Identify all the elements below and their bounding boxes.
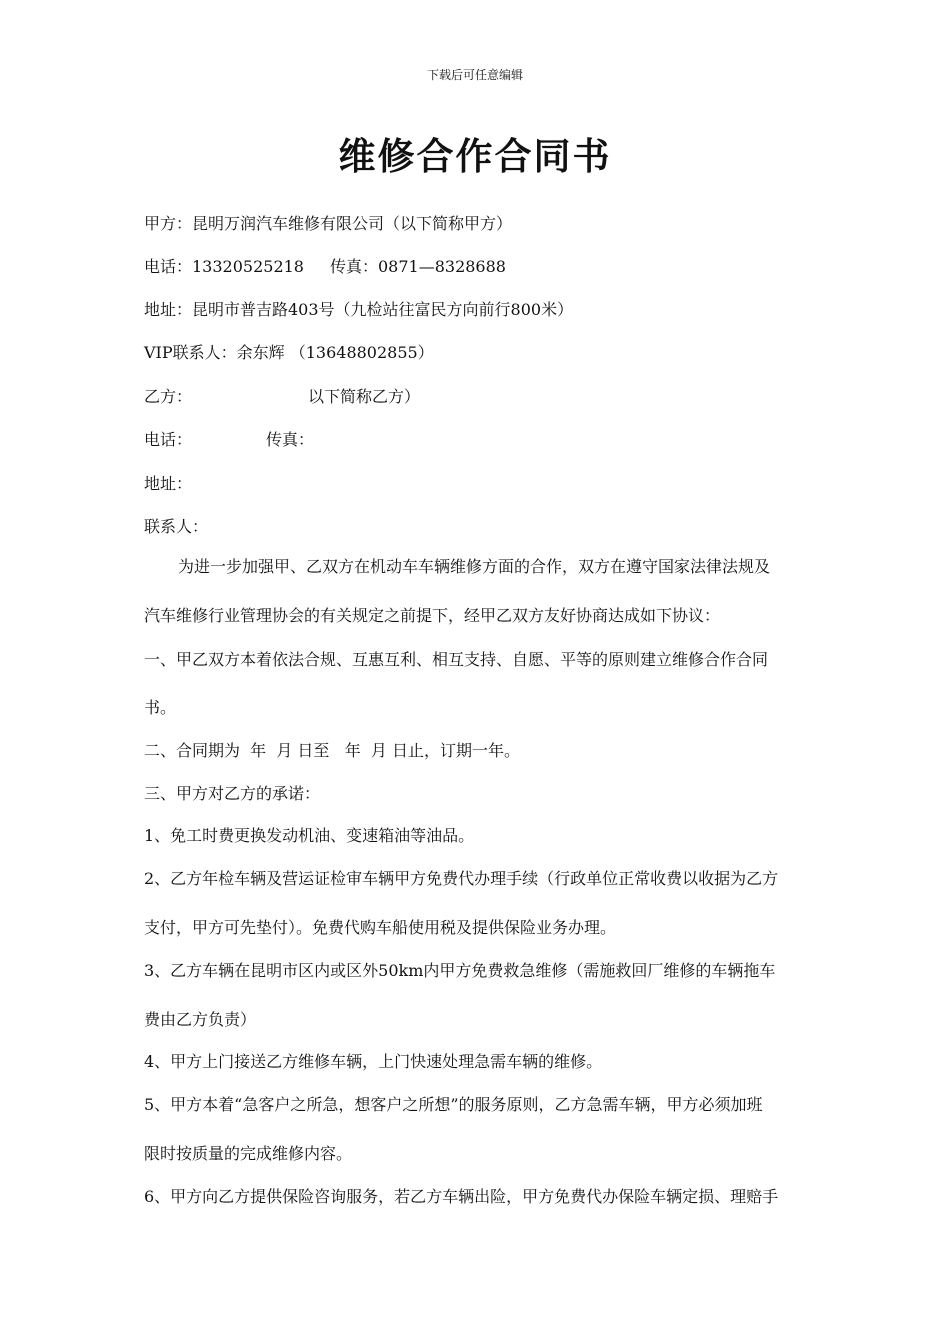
party-b-phone: 电话： — [144, 430, 193, 449]
header-note: 下载后可任意编辑 — [426, 68, 523, 82]
document-title: 维修合作合同书 — [338, 134, 612, 178]
party-a-fax: 传真：0871—8328688 — [329, 257, 506, 276]
body-line: 汽车维修行业管理协会的有关规定之前提下，经甲乙双方友好协商达成如下协议： — [144, 606, 721, 625]
party-a-address: 地址：昆明市普吉路403号（九检站往富民方向前行800米） — [144, 300, 574, 319]
party-b-suffix: 以下简称乙方） — [308, 387, 421, 406]
body-line: 2、乙方年检车辆及营运证检审车辆甲方免费代办理手续（行政单位正常收费以收据为乙方 — [144, 869, 779, 888]
body-line: 3、乙方车辆在昆明市区内或区外50km内甲方免费救急维修（需施救回厂维修的车辆拖车 — [144, 961, 776, 980]
party-a-vip-contact: VIP联系人：余东辉 （13648802855） — [144, 343, 434, 362]
party-b-label: 乙方： — [144, 387, 193, 406]
body-line: 4、甲方上门接送乙方维修车辆，上门快速处理急需车辆的维修。 — [144, 1052, 603, 1071]
body-line: 限时按质量的完成维修内容。 — [144, 1144, 353, 1163]
body-line: 费由乙方负责） — [144, 1010, 257, 1029]
party-b-phone-fax-row — [144, 430, 314, 450]
body-line: 二、合同期为 年 月 日至 年 月 日止，订期一年。 — [144, 741, 520, 760]
body-line: 三、甲方对乙方的承诺： — [144, 784, 321, 803]
body-line: 6、甲方向乙方提供保险咨询服务，若乙方车辆出险，甲方免费代办保险车辆定损、理赔手 — [144, 1187, 779, 1206]
party-b-fax: 传真： — [266, 430, 315, 449]
party-a-name: 甲方：昆明万润汽车维修有限公司（以下简称甲方） — [144, 214, 513, 233]
body-line: 书。 — [144, 698, 177, 717]
party-b-contact: 联系人： — [144, 517, 209, 536]
body-line: 支付，甲方可先垫付）。免费代购车船使用税及提供保险业务办理。 — [144, 918, 617, 937]
party-b-address: 地址： — [144, 474, 193, 493]
body-line: 5、甲方本着“急客户之所急，想客户之所想”的服务原则，乙方急需车辆，甲方必须加班 — [144, 1095, 763, 1114]
party-a-phone-fax-row — [144, 257, 506, 277]
body-line: 1、免工时费更换发动机油、变速箱油等油品。 — [144, 826, 475, 845]
party-a-phone: 电话：13320525218 — [144, 257, 304, 276]
body-line: 一、甲乙双方本着依法合规、互惠互利、相互支持、自愿、平等的原则建立维修合作合同 — [144, 650, 769, 669]
party-b-name-row — [144, 387, 420, 407]
body-line: 为进一步加强甲、乙双方在机动车车辆维修方面的合作，双方在遵守国家法律法规及 — [178, 557, 771, 576]
